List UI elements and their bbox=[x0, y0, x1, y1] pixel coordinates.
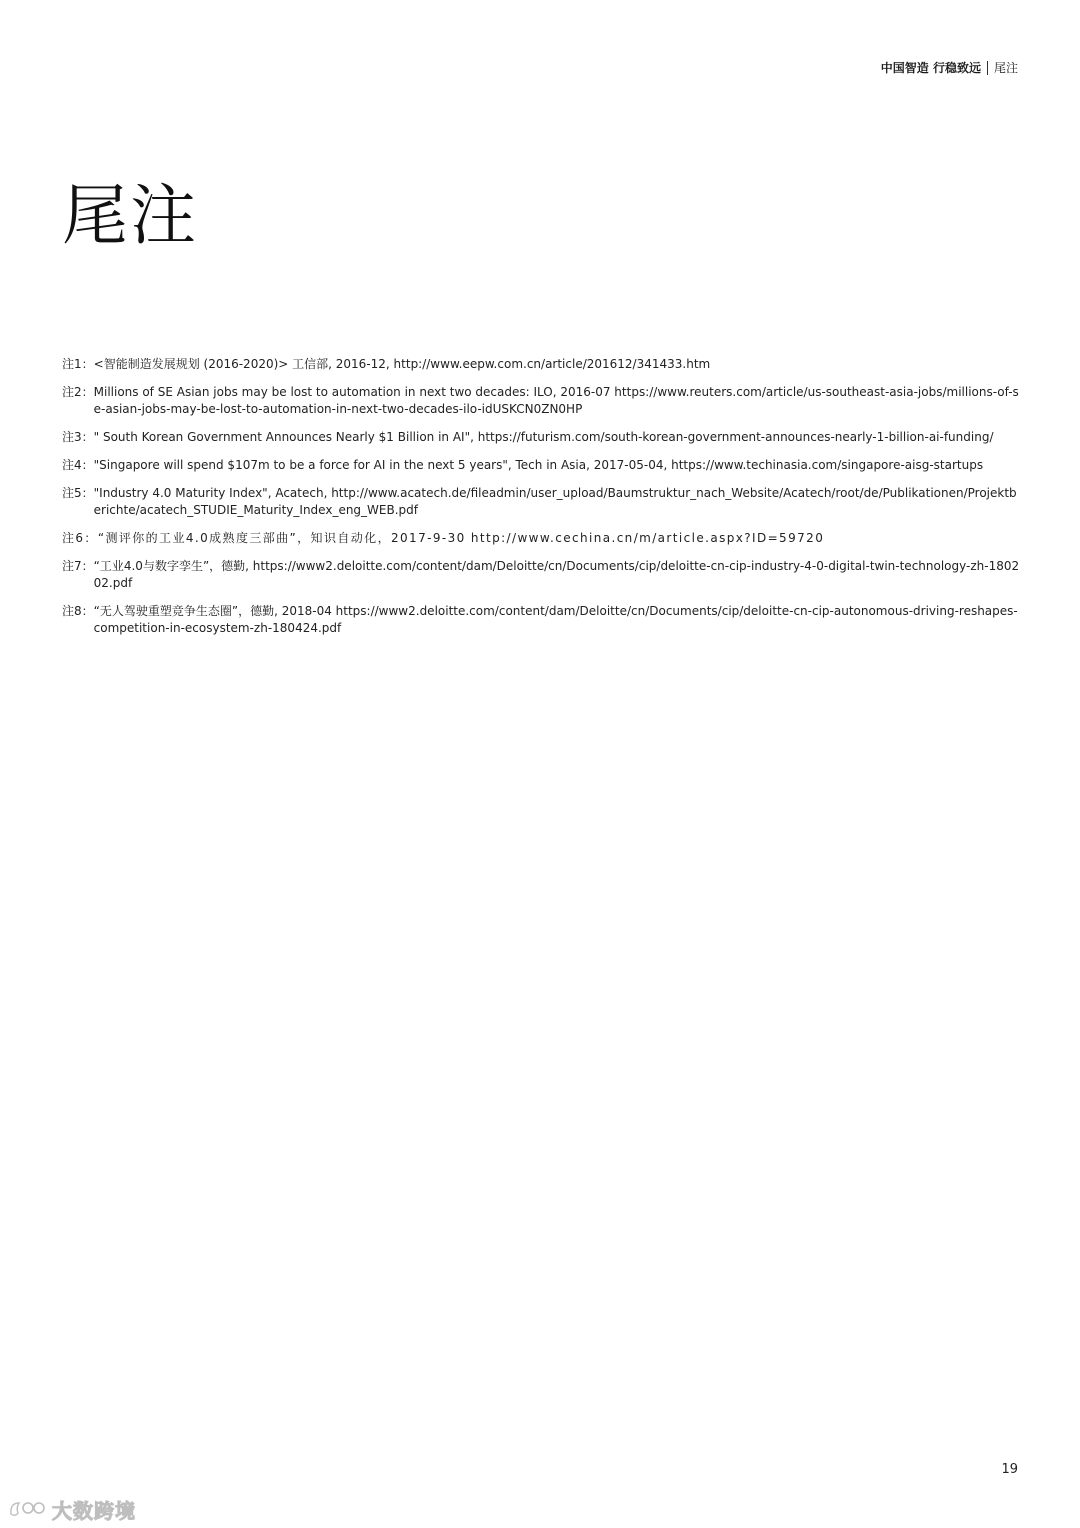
endnote-item bbox=[62, 558, 1022, 592]
endnote-number: 注3： bbox=[62, 430, 94, 444]
endnotes-list bbox=[62, 356, 1022, 648]
page-number: 19 bbox=[1001, 1462, 1018, 1477]
watermark-text: 大数跨境 bbox=[52, 1499, 136, 1523]
watermark bbox=[8, 1495, 136, 1524]
endnote-text: " South Korean Government Announces Nearly $1 Billion in AI", https://futurism.com/south-korean-government-announces-nearly-1-billion-ai-funding/ bbox=[93, 430, 994, 444]
header-section-name: 尾注 bbox=[993, 61, 1018, 75]
endnote-text: “测评你的工业4.0成熟度三部曲”，知识自动化，2017-9-30 http://www.cechina.cn/m/article.aspx?ID=59720 bbox=[97, 531, 825, 545]
endnote-text: "Singapore will spend $107m to be a force for AI in the next 5 years", Tech in Asia, 2017-05-04, https://www.techinasia.com/singapore-aisg-startups bbox=[93, 458, 984, 472]
endnote-number: 注7： bbox=[62, 559, 94, 573]
endnote-number: 注2： bbox=[62, 385, 94, 399]
endnote-item bbox=[62, 384, 1022, 418]
endnote-item bbox=[62, 530, 1022, 547]
endnote-item bbox=[62, 356, 1022, 373]
endnote-item bbox=[62, 457, 1022, 474]
endnote-text: “工业4.0与数字孪生”，德勤, https://www2.deloitte.com/content/dam/Deloitte/cn/Documents/cip/deloitte-cn-cip-industry-4-0-digital-twin-technology-zh-180202.pdf bbox=[93, 559, 1020, 590]
endnote-text: “无人驾驶重塑竞争生态圈”，德勤, 2018-04 https://www2.deloitte.com/content/dam/Deloitte/cn/Documents/cip/deloitte-cn-cip-autonomous-driving-reshapes-competition-in-ecosystem-zh-180424.pdf bbox=[93, 604, 1018, 635]
running-header bbox=[881, 60, 1018, 76]
endnote-item bbox=[62, 429, 1022, 446]
endnote-number: 注5： bbox=[62, 486, 94, 500]
brand-logo-icon bbox=[8, 1499, 48, 1521]
endnote-text: <智能制造发展规划 (2016-2020)> 工信部, 2016-12, http://www.eepw.com.cn/article/201612/341433.htm bbox=[93, 357, 711, 371]
endnote-number: 注4： bbox=[62, 458, 94, 472]
endnote-number: 注8： bbox=[62, 604, 94, 618]
header-divider bbox=[987, 61, 988, 75]
endnote-item bbox=[62, 485, 1022, 519]
endnote-number: 注6： bbox=[62, 531, 98, 545]
header-publication-title: 中国智造 行稳致远 bbox=[880, 61, 981, 75]
endnote-text: "Industry 4.0 Maturity Index", Acatech, http://www.acatech.de/fileadmin/user_upload/Baumstruktur_nach_Website/Acatech/root/de/Publikationen/Projektberichte/acatech_STUDIE_Maturity_Index_eng_WEB.pdf bbox=[93, 486, 1017, 517]
endnote-text: Millions of SE Asian jobs may be lost to automation in next two decades: ILO, 2016-07 https://www.reuters.com/article/us-southeast-asia-jobs/millions-of-se-asian-jobs-may-be-lost-to-automation-in-next-two-decades-ilo-idUSKCN0ZN0HP bbox=[93, 385, 1019, 416]
endnote-number: 注1： bbox=[62, 357, 94, 371]
endnote-item bbox=[62, 603, 1022, 637]
page-title: 尾注 bbox=[62, 177, 198, 254]
